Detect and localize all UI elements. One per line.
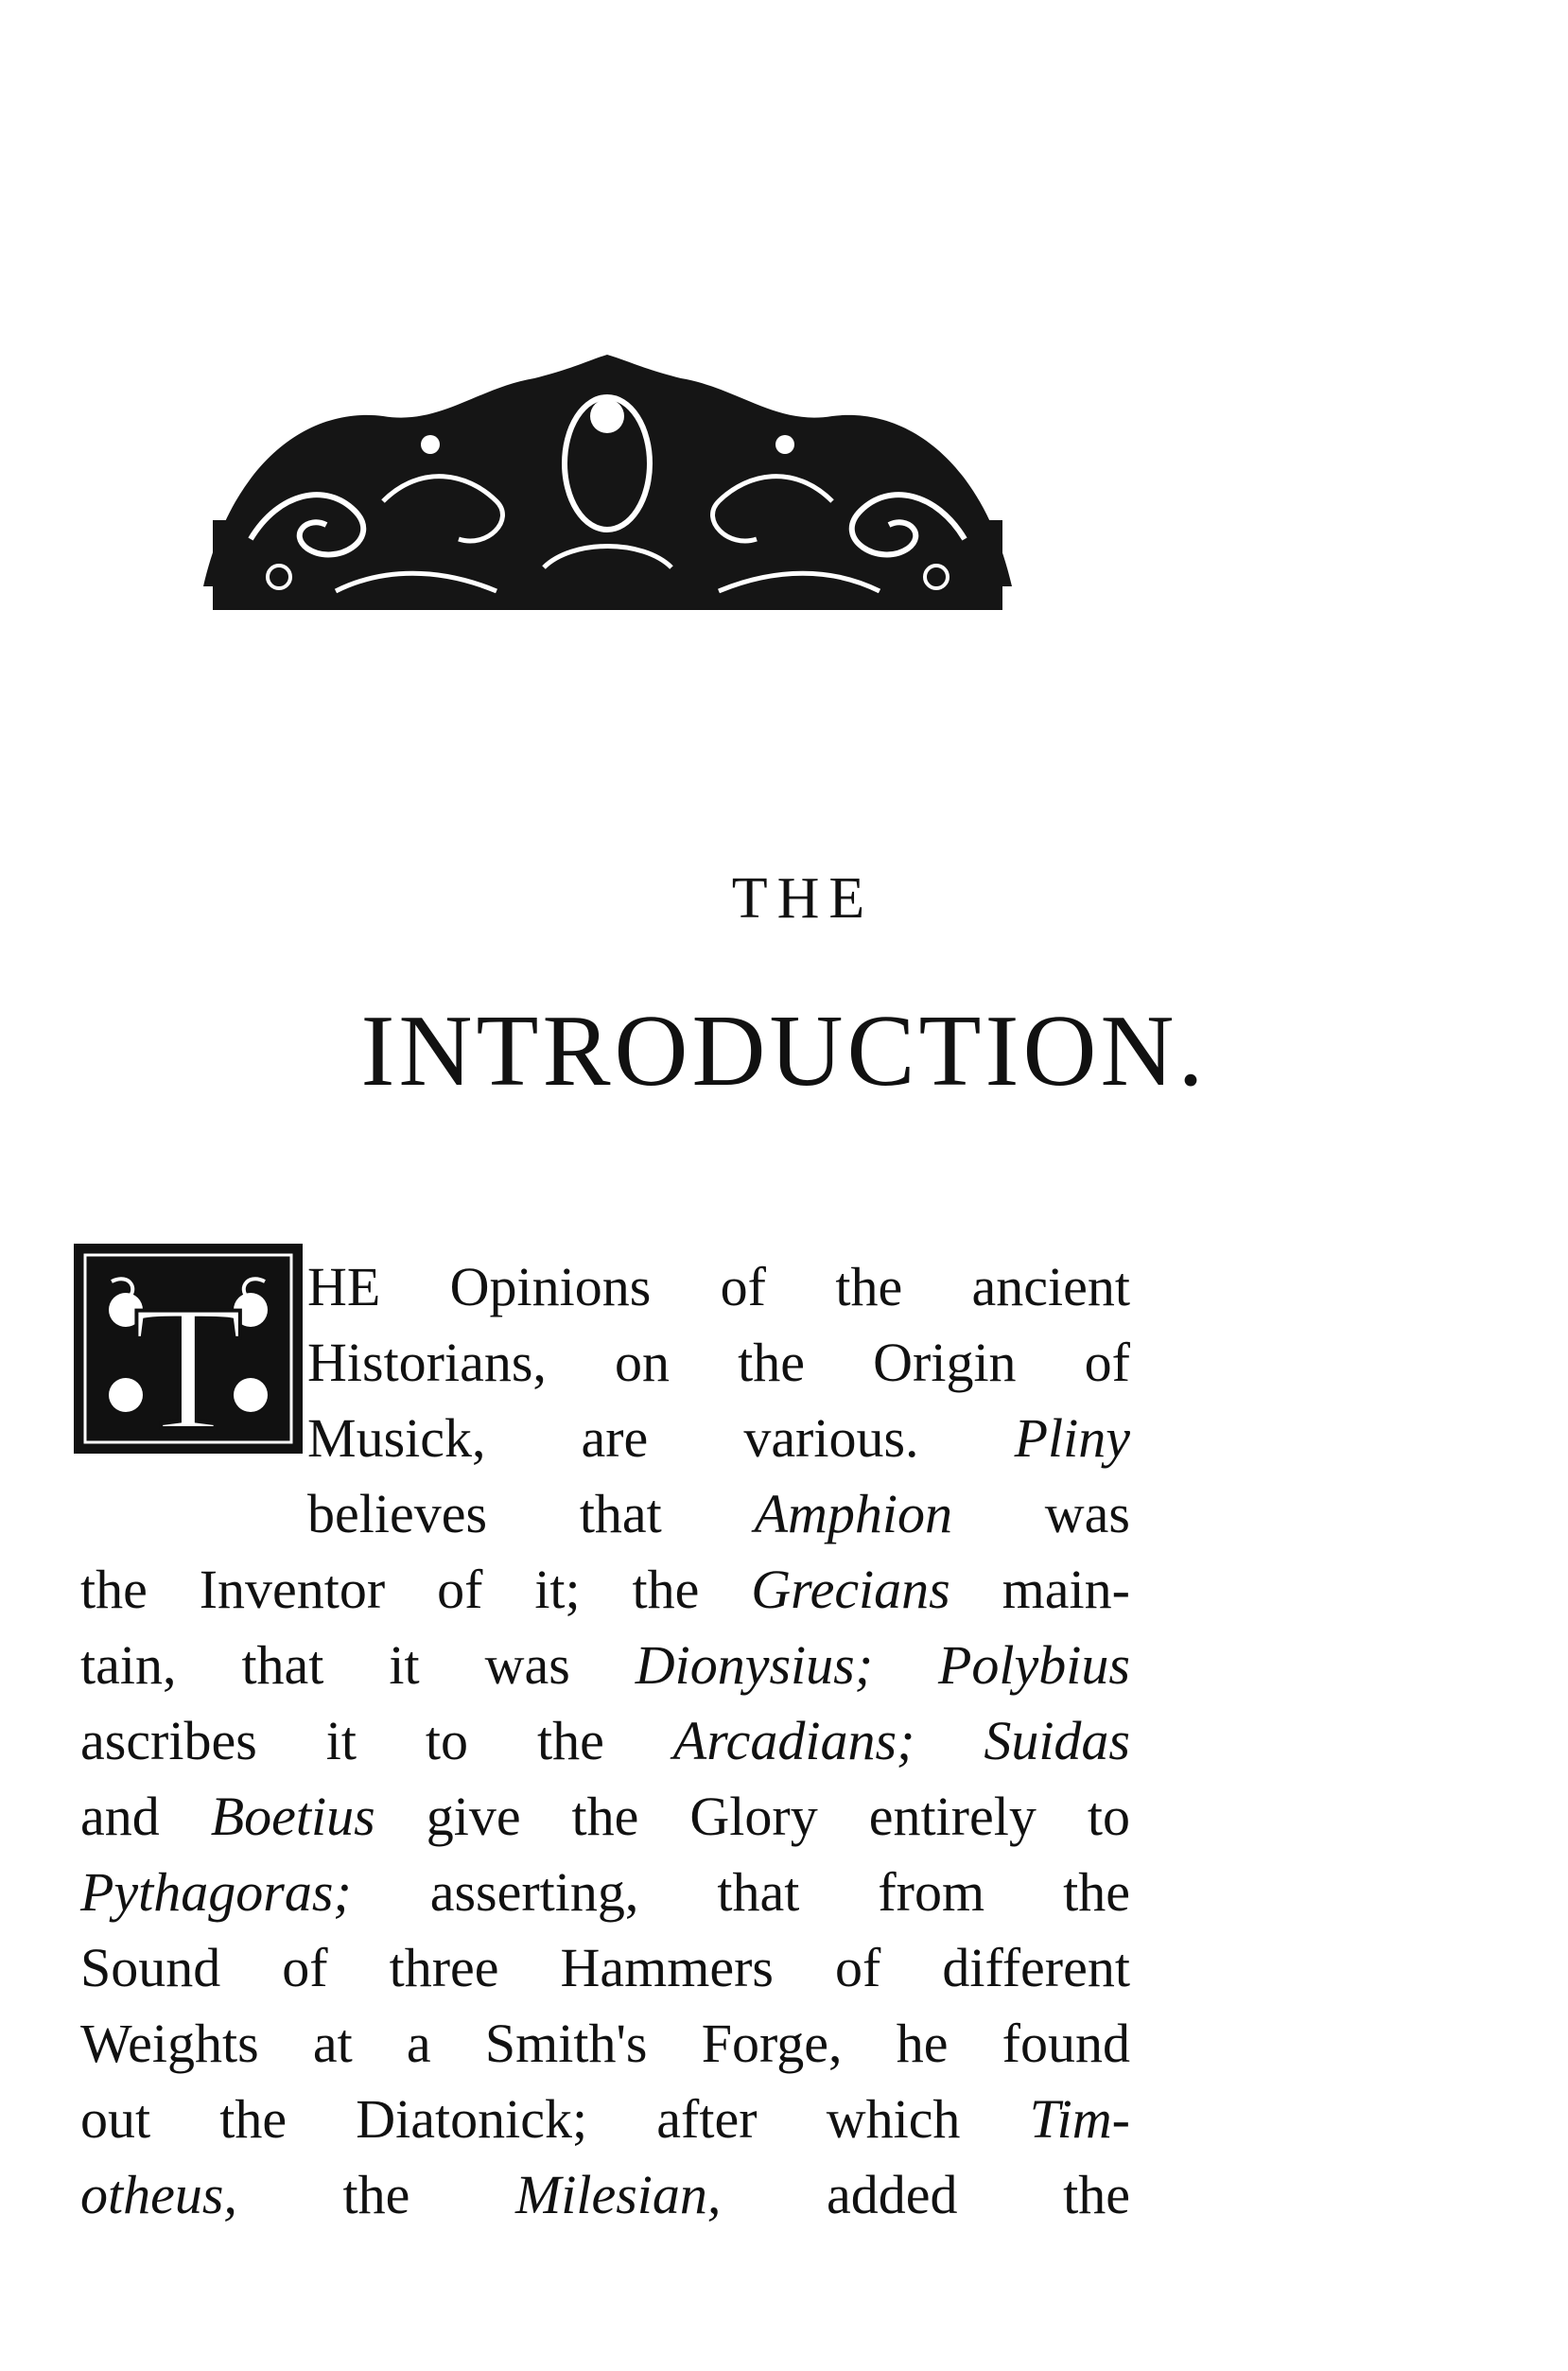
word: Glory — [689, 1786, 818, 1847]
word: a — [406, 2013, 431, 2074]
word: Pliny — [1014, 1407, 1130, 1469]
word: that — [717, 1861, 800, 1923]
word: Inventor — [199, 1559, 386, 1620]
word: found — [1002, 2013, 1130, 2074]
text-line — [80, 2085, 1130, 2153]
word: Polybius — [938, 1634, 1130, 1696]
word: Milesian, — [514, 2164, 722, 2225]
word: entirely — [868, 1786, 1037, 1847]
text-line — [80, 1707, 1130, 1775]
word: to — [425, 1710, 469, 1771]
word: was — [1044, 1483, 1130, 1544]
word: the — [342, 2164, 410, 2225]
word: of — [437, 1559, 483, 1620]
word: the — [632, 1559, 700, 1620]
word: ascribes — [80, 1710, 257, 1771]
word: asserting, — [429, 1861, 639, 1923]
word: he — [896, 2013, 949, 2074]
word: at — [312, 2013, 353, 2074]
word: the — [835, 1256, 903, 1317]
word: various. — [743, 1407, 919, 1469]
word: the — [571, 1786, 639, 1847]
word: ancient — [971, 1256, 1130, 1317]
heading-the: THE — [731, 866, 875, 931]
word: Dionysius; — [635, 1634, 874, 1696]
word: three — [389, 1937, 499, 1998]
word: Pythagoras; — [80, 1861, 352, 1923]
word: that — [579, 1483, 662, 1544]
word: Suidas — [984, 1710, 1130, 1771]
word: Amphion — [754, 1483, 953, 1544]
word: it — [389, 1634, 420, 1696]
text-line — [80, 1934, 1130, 2002]
word: Musick, — [307, 1407, 486, 1469]
word: added — [827, 2164, 958, 2225]
word: Grecians — [751, 1559, 950, 1620]
word: believes — [307, 1483, 488, 1544]
word: Origin — [873, 1332, 1017, 1393]
word: of — [1084, 1332, 1130, 1393]
word: the — [1063, 2164, 1130, 2225]
word: tain, — [80, 1634, 177, 1696]
page-title: INTRODUCTION. — [360, 995, 1208, 1107]
word: Forge, — [701, 2013, 843, 2074]
text-line — [80, 2010, 1130, 2078]
word: Opinions — [449, 1256, 652, 1317]
text-line — [80, 1858, 1130, 1926]
word: and — [80, 1786, 160, 1847]
word: Smith's — [484, 2013, 648, 2074]
word: Sound — [80, 1937, 221, 1998]
word: Hammers — [560, 1937, 775, 1998]
word: Weights — [80, 2013, 259, 2074]
word: are — [581, 1407, 649, 1469]
word: different — [942, 1937, 1130, 1998]
text-line — [307, 1329, 1130, 1397]
text-line — [307, 1480, 1130, 1548]
word: the — [536, 1710, 604, 1771]
text-line — [80, 2161, 1130, 2229]
word: otheus, — [80, 2164, 237, 2225]
word: of — [835, 1937, 881, 1998]
drop-cap — [74, 1244, 303, 1454]
ornamental-headpiece — [194, 350, 1021, 615]
word: the — [1063, 1861, 1130, 1923]
word: Arcadians; — [672, 1710, 915, 1771]
word: HE — [307, 1256, 381, 1317]
text-line — [307, 1404, 1130, 1473]
word: Boetius — [210, 1786, 375, 1847]
word: the — [219, 2088, 287, 2150]
word: the — [738, 1332, 806, 1393]
word: the — [80, 1559, 148, 1620]
text-line — [80, 1631, 1130, 1700]
text-line — [80, 1783, 1130, 1851]
word: out — [80, 2088, 151, 2150]
word: main- — [1002, 1559, 1130, 1620]
word: that — [241, 1634, 324, 1696]
word: it — [325, 1710, 357, 1771]
word: on — [615, 1332, 671, 1393]
word: Historians, — [307, 1332, 547, 1393]
text-line — [80, 1556, 1130, 1624]
word: was — [484, 1634, 570, 1696]
word: give — [426, 1786, 521, 1847]
drop-cap-letter: T — [132, 1269, 244, 1454]
word: Diatonick; — [356, 2088, 588, 2150]
word: from — [878, 1861, 985, 1923]
word: of — [720, 1256, 766, 1317]
word: after — [656, 2088, 758, 2150]
word: to — [1087, 1786, 1130, 1847]
text-line — [307, 1253, 1130, 1321]
word: which — [826, 2088, 961, 2150]
word: it; — [534, 1559, 581, 1620]
word: Tim- — [1029, 2088, 1130, 2150]
word: of — [282, 1937, 328, 1998]
